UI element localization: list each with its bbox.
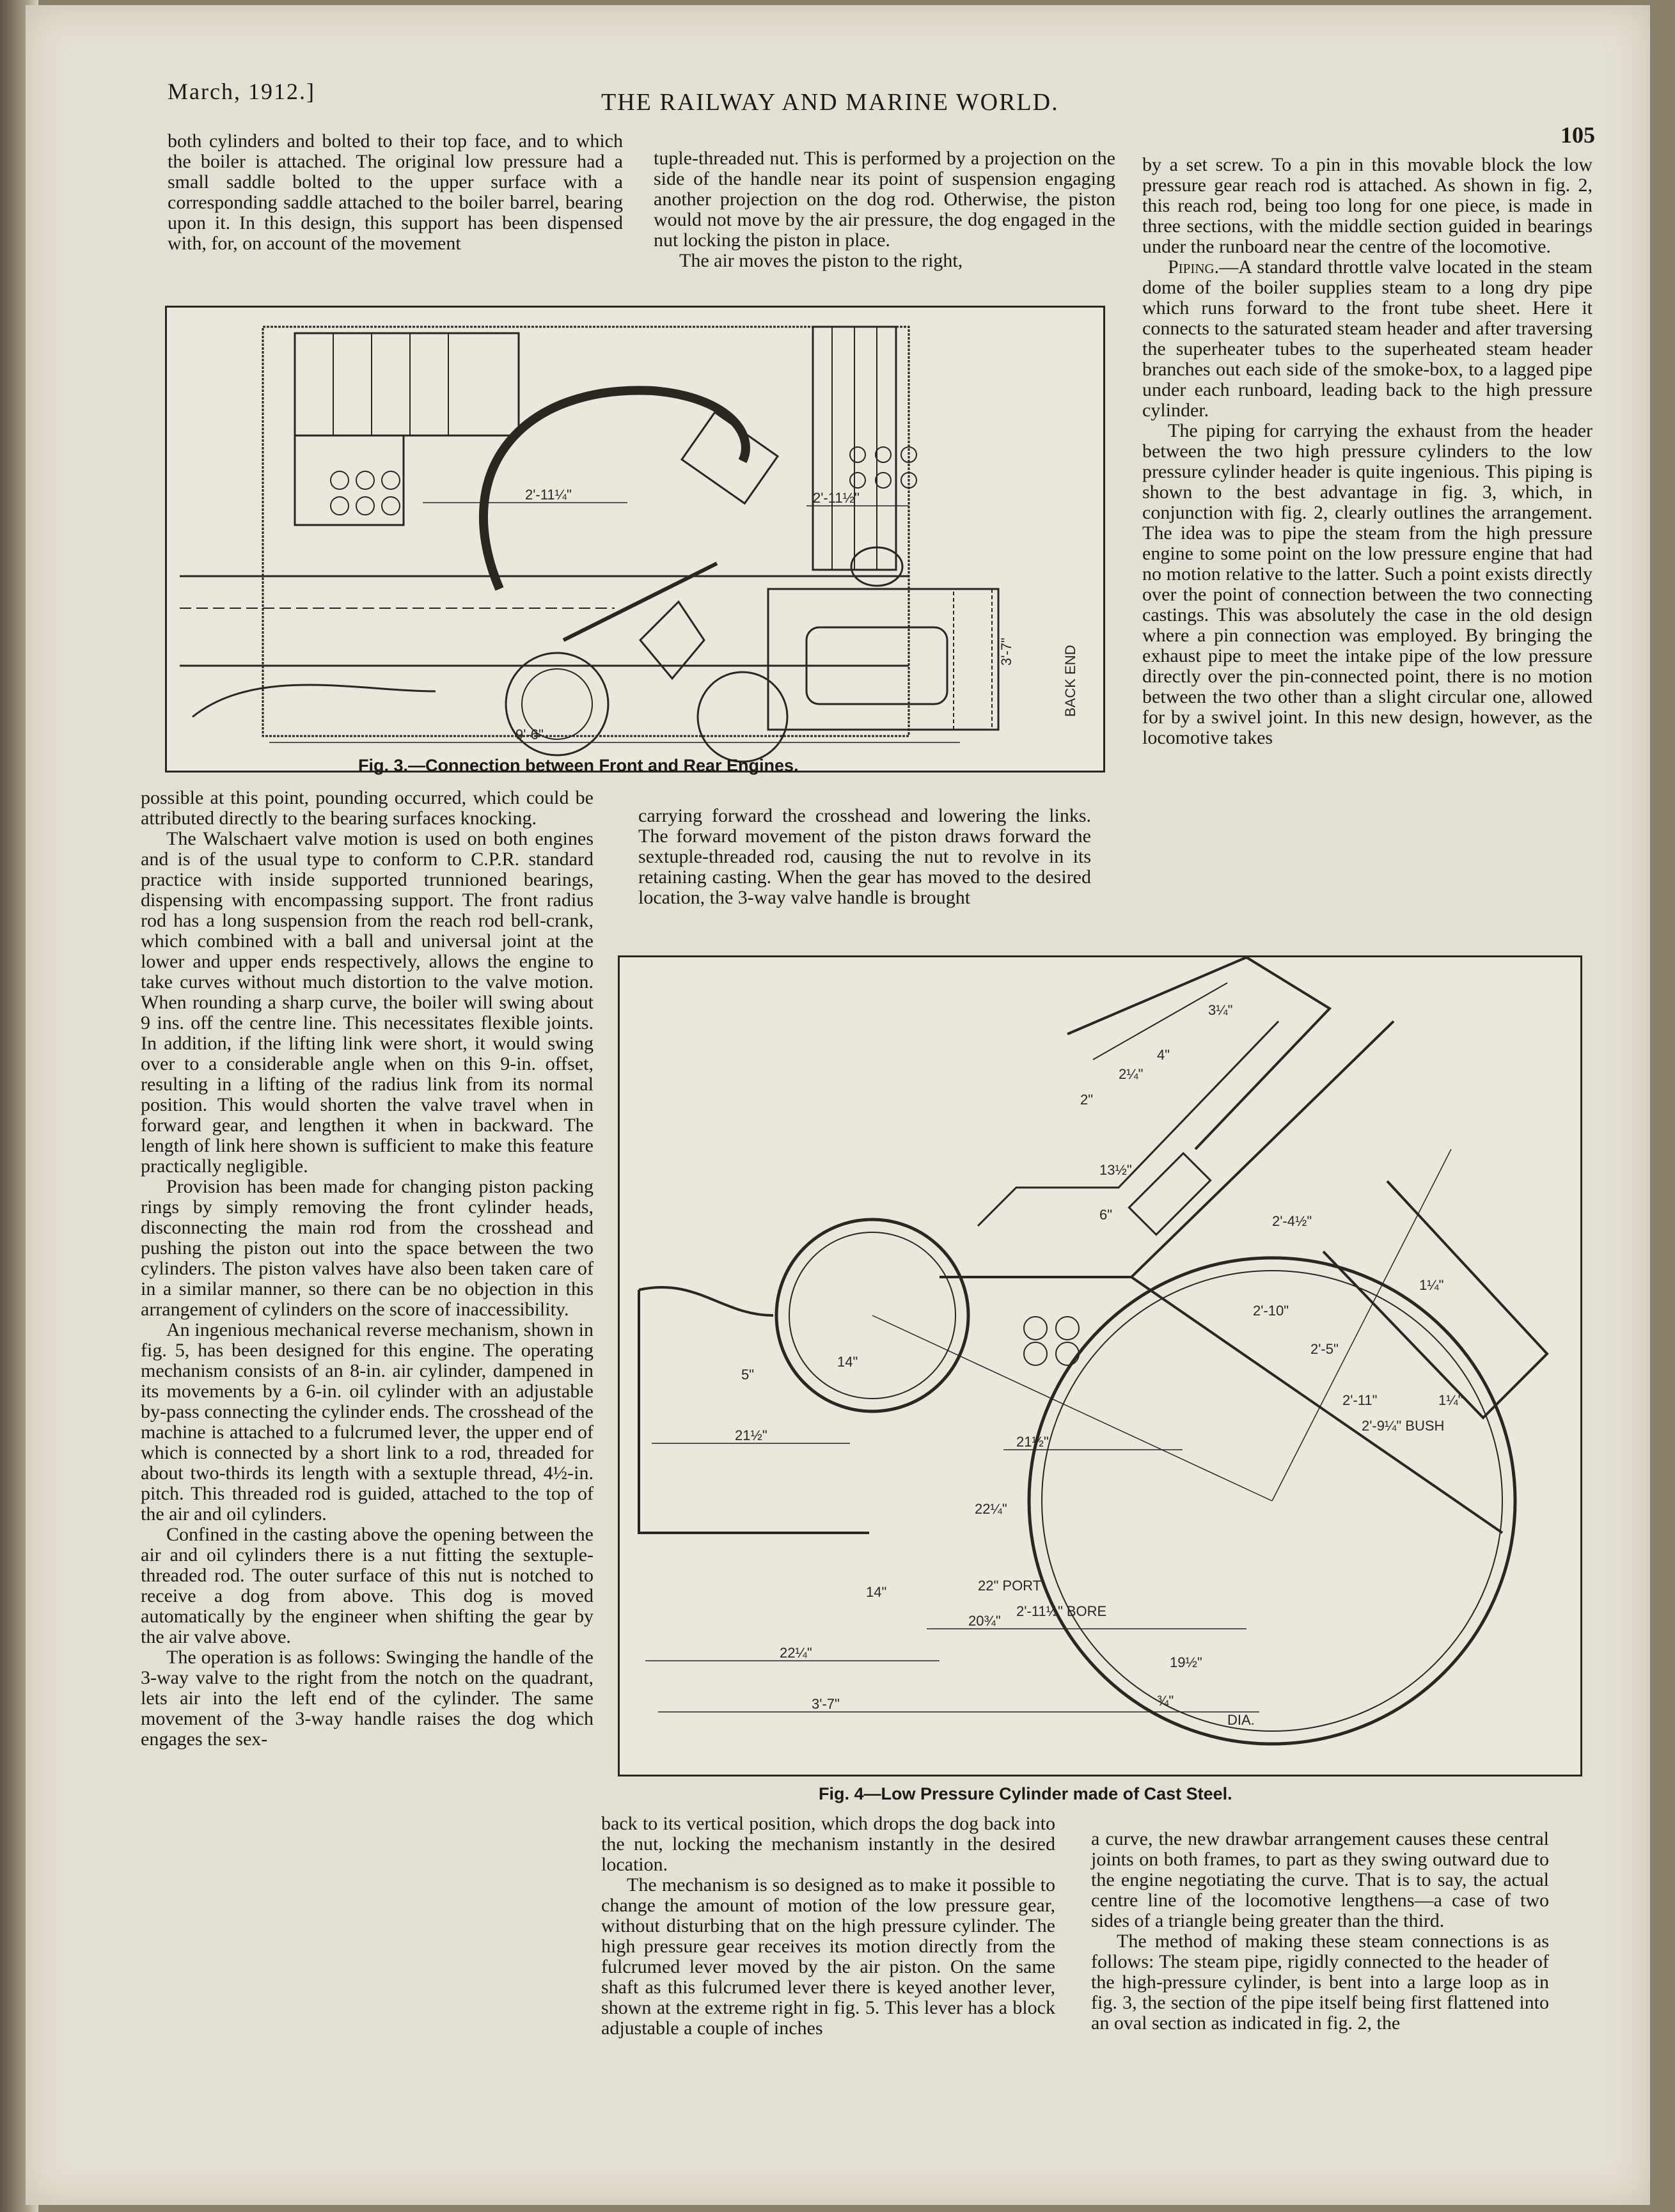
paragraph: Provision has been made for changing piston packing rings by simply removing the front cylinder heads, disconnecting the main rod from the crosshead and pushing the piston out into the space between the two cylinders. The piston valves have also been taken care of in a similar manner, so there can be no objection in this arrangement of cylinders on the score of inaccessibility.: [141, 1176, 594, 1320]
paragraph: a curve, the new drawbar arrangement causes these central joints on both frames, to part as they swing outward due to the engine negotiating the curve. That is to say, the actual centre line of the locomotive lengthens—a case of two sides of a triangle being greater than the third.: [1091, 1828, 1549, 1931]
fig4-dim-label: 22" PORT: [978, 1578, 1042, 1594]
fig4-dim-label: 14": [866, 1584, 887, 1600]
fig4-dim-label: 3'-7": [812, 1696, 840, 1712]
fig3-dim-label: 9'-6": [515, 726, 544, 742]
paragraph: Confined in the casting above the opening between the air and oil cylinders there is a nut fitting the sextuple-threaded rod. The outer surface of this nut is notched to receive a dog from above. This dog is moved automatically by the engineer when shifting the gear by the air valve above.: [141, 1524, 594, 1647]
paragraph: The piping for carrying the exhaust from the header between the two high pressure cylinders to the low pressure cylinder header is quite ingenious. This piping is shown to the best advantage in fig. 3, which, in conjunction with fig. 2, clearly outlines the arrangement. The idea was to pipe the steam from the high pressure engine to some point on the low pressure engine that had no motion relative to the latter. Such a point exists directly over the point of connection between the two connecting castings. This was absolutely the case in the old design where a pin connection was employed. By bringing the exhaust pipe to meet the intake pipe of the low pressure directly over the pin-connected point, there is no motion between the two other than a slight circular one, allowed for by a swivel joint. In this new design, however, as the locomotive takes: [1142, 420, 1592, 748]
fig4-dim-label: 19½": [1170, 1654, 1202, 1670]
page-date: March, 1912.]: [168, 79, 315, 104]
left-lower-column: [141, 788, 594, 1750]
paragraph: back to its vertical position, which drops the dog back into the nut, locking the mechanism instantly in the desired location.: [601, 1813, 1055, 1875]
fig4-svg: [620, 957, 1580, 1775]
paragraph: both cylinders and bolted to their top face, and to which the boiler is attached. The original low pressure had a small saddle bolted to the upper surface with a corresponding saddle attached to the boiler barrel, bearing upon it. In this design, this support has been dispensed with, for, on account of the movement: [168, 130, 623, 254]
fig4-dim-label: 20¾": [968, 1613, 1001, 1629]
fig4-dim-label: 22¼": [780, 1645, 812, 1661]
fig3-back-end-label: BACK END: [1062, 645, 1078, 717]
fig4-dim-label: 5": [741, 1367, 755, 1383]
fig4-dim-label: 2": [1080, 1092, 1094, 1108]
fig4-dim-label: DIA.: [1227, 1712, 1255, 1728]
fig4-dim-label: 2'-11½" BORE: [1016, 1603, 1107, 1619]
paragraph: The method of making these steam connections is as follows: The steam pipe, rigidly connected to the header of the high-pressure cylinder, is bent into a large loop as in fig. 3, the section of the pipe itself being first flattened into an oval section as indicated in fig. 2, the: [1091, 1931, 1549, 2034]
fig4-dim-label: 14": [837, 1354, 858, 1370]
fig4-dim-label: 21½": [735, 1427, 767, 1443]
fig4-dim-label: 22¼": [975, 1501, 1007, 1517]
paragraph: possible at this point, pounding occurred, which could be attributed directly to the bearing surfaces knocking.: [141, 787, 594, 829]
page-number: 105: [1561, 122, 1595, 148]
fig4-dim-label: 2'-9¼" BUSH: [1362, 1418, 1445, 1434]
paragraph: [1142, 257, 1592, 421]
fig3-caption: Fig. 3.—Connection between Front and Rear Engines.: [358, 756, 799, 775]
fig4-dim-label: 3¼": [1208, 1002, 1233, 1018]
top-left-column: [168, 131, 623, 254]
middle-upper-column: [638, 806, 1091, 908]
fig3-drawing: [165, 306, 1105, 773]
fig4-dim-label: 4": [1157, 1047, 1170, 1063]
middle-lower-column: [601, 1814, 1055, 2039]
fig4-dim-label: 6": [1099, 1207, 1113, 1223]
right-lower-column: [1091, 1829, 1549, 2034]
fig3-dim-label: 3'-7": [998, 638, 1014, 666]
right-upper-column: [1142, 155, 1592, 748]
paragraph: An ingenious mechanical reverse mechanism, shown in fig. 5, has been designed for this engine. The operating mechanism consists of an 8-in. air cylinder, dampened in its movements by a 6-in. oil cylinder with an adjustable by-pass connecting the cylinder ends. The crosshead of the machine is attached to a fulcrumed lever, the upper end of which is connected by a short link to a rod, threaded for about two-thirds its length with a sextuple thread, 4½-in. pitch. This threaded rod is guided, attached to the top of the air and oil cylinders.: [141, 1319, 594, 1525]
page-title: THE RAILWAY AND MARINE WORLD.: [601, 89, 1059, 116]
fig3-svg: [167, 308, 1103, 771]
fig4-caption: Fig. 4—Low Pressure Cylinder made of Cast Steel.: [819, 1784, 1232, 1803]
fig4-dim-label: 2¼": [1119, 1066, 1144, 1082]
paragraph: carrying forward the crosshead and lowering the links. The forward movement of the piston draws forward the sextuple-threaded rod, causing the nut to revolve in its retaining casting. When the gear has moved to the desired location, the 3-way valve handle is brought: [638, 805, 1091, 908]
paragraph: The air moves the piston to the right,: [679, 250, 963, 271]
paragraph: The operation is as follows: Swinging the handle of the 3-way valve to the right from the notch on the quadrant, lets air into the left end of the cylinder. The same movement of the 3-way handle raises the dog which engages the sex-: [141, 1647, 594, 1750]
fig4-dim-label: 2'-4½": [1272, 1213, 1312, 1229]
fig4-dim-label: 2'-5": [1310, 1341, 1339, 1357]
fig4-dim-label: 2'-10": [1253, 1303, 1289, 1319]
top-middle-column: [654, 148, 1115, 271]
paragraph: The Walschaert valve motion is used on both engines and is of the usual type to conform to C.P.R. standard practice with inside supported trunnioned bearings, dispensing with encompassing support. The front radius rod has a long suspension from the reach rod bell-crank, which combined with a ball and universal joint at the lower and upper ends respectively, allows the engine to take curves without much distortion to the valve motion. When rounding a sharp curve, the boiler will swing about 9 ins. off the centre line. This necessitates flexible joints. In addition, if the lifting link were short, it would swing over to a considerable angle when on this 9-in. offset, resulting in a lifting of the radius link from its normal position. This would shorten the valve travel when in forward gear, and lengthen it when in backward. The length of link here shown is sufficient to make this feature practically negligible.: [141, 828, 594, 1177]
paragraph: tuple-threaded nut. This is performed by a projection on the side of the handle near its point of suspension engaging another projection on the dog rod. Otherwise, the piston would not move by the air pressure, the dog engaged in the nut locking the piston in place.: [654, 148, 1115, 251]
fig4-drawing: [618, 955, 1582, 1777]
fig4-dim-label: 1¼": [1438, 1392, 1463, 1408]
fig4-dim-label: 1¼": [1419, 1277, 1444, 1293]
fig4-dim-label: ¾": [1157, 1693, 1174, 1709]
paragraph-text: —A standard throttle valve located in the steam dome of the boiler supplies steam to a long dry pipe which runs forward to the front tube sheet. Here it connects to the saturated steam header and after traversing the superheater tubes to the superheated steam header branches out each side of the smoke-box, to a lagged pipe under each runboard, leading back to the high pressure cylinder.: [1142, 256, 1592, 421]
section-heading: Piping.: [1168, 256, 1220, 278]
paragraph: The mechanism is so designed as to make it possible to change the amount of motion of the low pressure gear, without disturbing that on the high pressure cylinder. The high pressure gear receives its motion directly from the fulcrumed lever moved by the air piston. On the same shaft as this fulcrumed lever there is keyed another lever, shown at the extreme right in fig. 5. This lever has a block adjustable a couple of inches: [601, 1874, 1055, 2039]
paragraph: by a set screw. To a pin in this movable block the low pressure gear reach rod is attached. As shown in fig. 2, this reach rod, being too long for one piece, is made in three sections, with the middle section guided in bearings under the runboard near the centre of the locomotive.: [1142, 154, 1592, 257]
fig3-dim-label: 2'-11¼": [525, 487, 572, 503]
fig4-dim-label: 2'-11": [1342, 1392, 1378, 1408]
fig3-dim-label: 2'-11½": [813, 490, 860, 506]
fig4-dim-label: 21½": [1016, 1434, 1049, 1450]
fig4-dim-label: 13½": [1099, 1162, 1132, 1178]
